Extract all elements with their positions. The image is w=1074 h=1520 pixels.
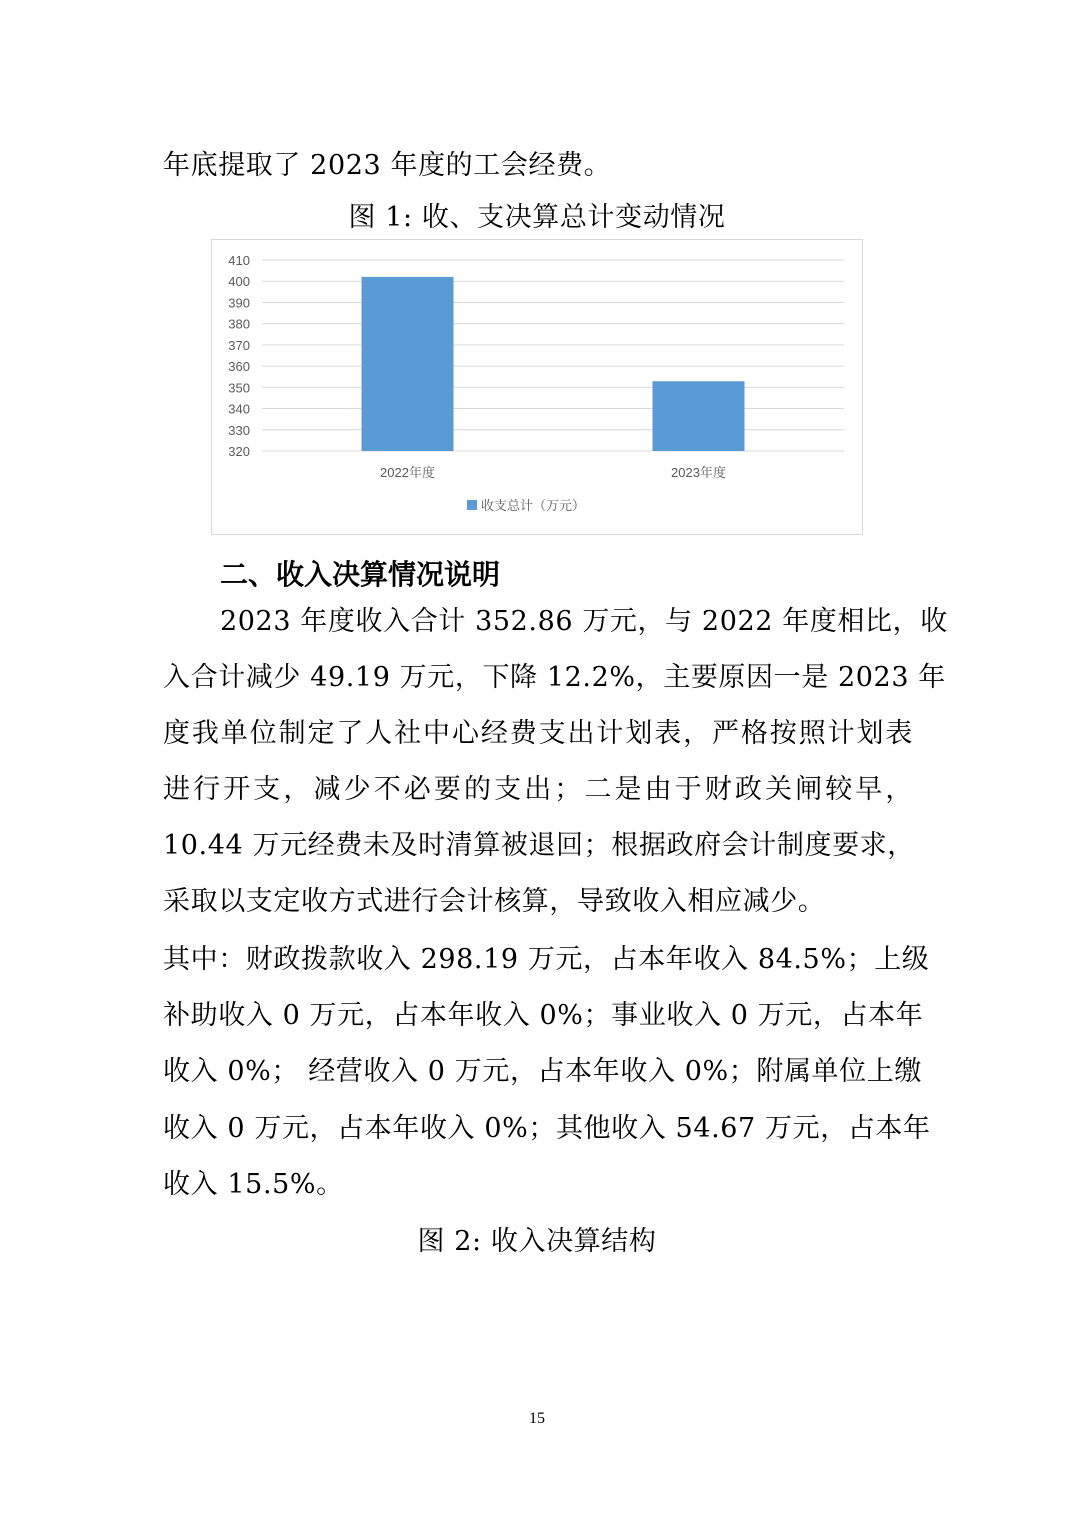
bar-chart <box>211 239 863 535</box>
y-tick-label: 330 <box>228 422 250 438</box>
paragraph-line: 其中：财政拨款收入 298.19 万元，占本年收入 84.5%；上级 <box>163 944 930 975</box>
page-number: 15 <box>529 1410 545 1427</box>
paragraph-line: 2023 年度收入合计 352.86 万元，与 2022 年度相比，收 <box>220 606 948 637</box>
y-tick-label: 360 <box>228 359 250 375</box>
paragraph-line: 收入 15.5%。 <box>163 1169 344 1200</box>
paragraph-line: 进行开支，减少不必要的支出；二是由于财政关闸较早， <box>163 774 913 805</box>
x-tick-label: 2023年度 <box>671 465 726 480</box>
paragraph-line: 度我单位制定了人社中心经费支出计划表，严格按照计划表 <box>163 718 913 749</box>
paragraph-line: 补助收入 0 万元，占本年收入 0%；事业收入 0 万元，占本年 <box>163 1000 924 1031</box>
y-tick-label: 320 <box>228 444 250 459</box>
y-tick-label: 410 <box>228 253 250 268</box>
paragraph-line: 入合计减少 49.19 万元，下降 12.2%，主要原因一是 2023 年 <box>163 662 946 693</box>
text-line: 年底提取了 2023 年度的工会经费。 <box>163 150 612 181</box>
y-tick-label: 340 <box>228 401 250 417</box>
section-heading: 二、收入决算情况说明 <box>220 558 501 591</box>
paragraph-line: 采取以支定收方式进行会计核算，导致收入相应减少。 <box>163 886 826 917</box>
y-tick-label: 350 <box>228 380 250 396</box>
legend-label: 收支总计（万元） <box>481 499 586 514</box>
paragraph-line: 收入 0%； 经营收入 0 万元，占本年收入 0%；附属单位上缴 <box>163 1056 922 1087</box>
paragraph-line: 10.44 万元经费未及时清算被退回；根据政府会计制度要求， <box>163 830 915 861</box>
bar-chart-svg <box>212 240 864 536</box>
bar <box>362 277 454 451</box>
bar <box>653 381 745 451</box>
y-tick-label: 400 <box>228 274 250 290</box>
y-tick-label: 390 <box>228 295 250 311</box>
y-tick-label: 370 <box>228 337 250 353</box>
y-tick-label: 380 <box>228 316 250 332</box>
figure-2-caption: 图 2: 收入决算结构 <box>417 1226 657 1257</box>
legend-swatch <box>467 500 477 510</box>
x-tick-label: 2022年度 <box>380 465 435 480</box>
paragraph-line: 收入 0 万元，占本年收入 0%；其他收入 54.67 万元，占本年 <box>163 1113 931 1144</box>
figure-1-caption: 图 1: 收、支决算总计变动情况 <box>348 202 726 233</box>
